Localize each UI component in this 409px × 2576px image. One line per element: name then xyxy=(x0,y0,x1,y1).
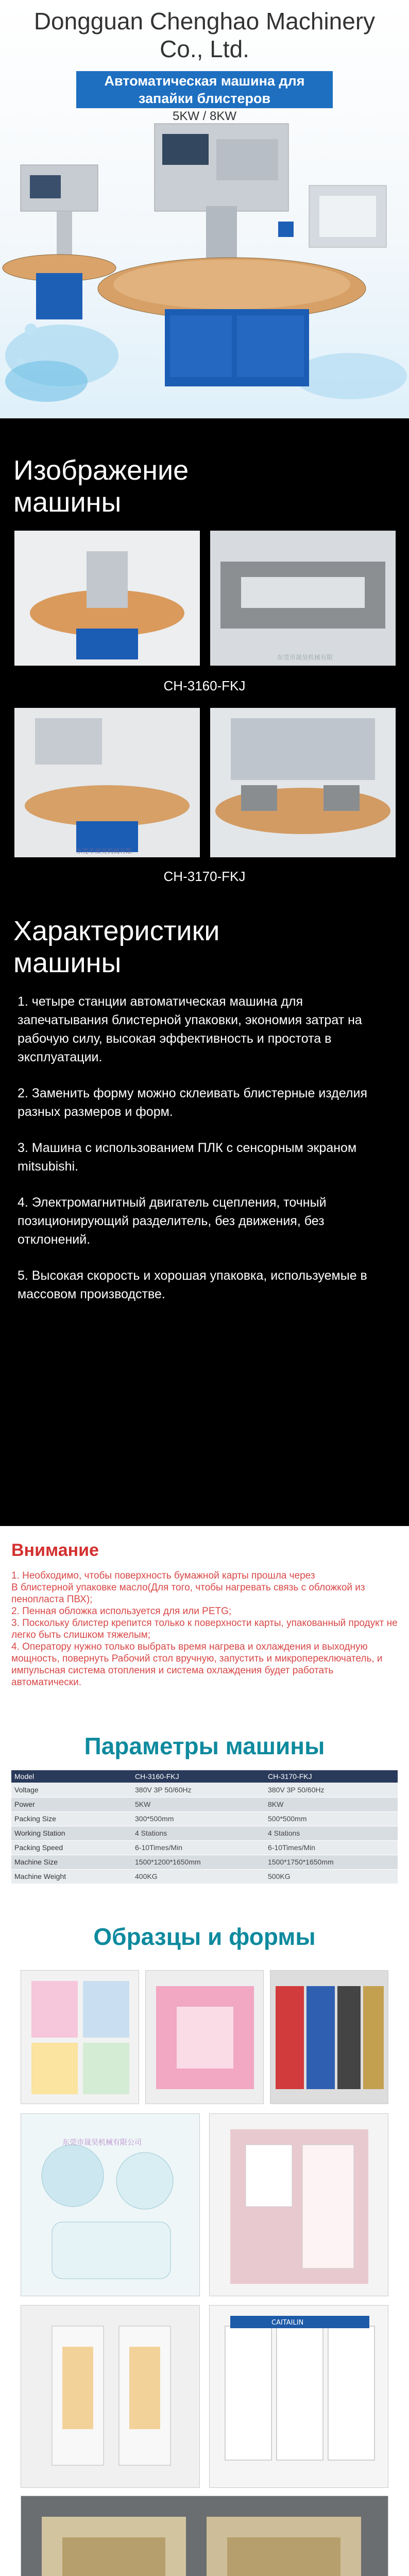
spec-label: Packing Speed xyxy=(11,1840,132,1855)
table-row xyxy=(11,1783,398,1797)
attention-title: Внимание xyxy=(11,1540,99,1560)
machine-caption-1: CH-3160-FKJ xyxy=(163,678,246,693)
spec-cell: 1500*1750*1650mm xyxy=(265,1855,398,1869)
spec-header-cell: CH-3160-FKJ xyxy=(132,1770,265,1783)
hero-machine-illustration xyxy=(0,0,409,418)
features-section xyxy=(0,915,409,1526)
spec-cell: 380V 3P 50/60Hz xyxy=(265,1783,398,1797)
banner-line1: Автоматическая машина для xyxy=(104,73,305,89)
samples-section xyxy=(0,1902,409,2576)
spec-cell: 380V 3P 50/60Hz xyxy=(132,1783,265,1797)
watermark-text: 东莞市晟昊机械有限 xyxy=(277,654,333,661)
machine-photo-4 xyxy=(210,708,396,857)
spec-label: Working Station xyxy=(11,1826,132,1840)
table-row xyxy=(11,1840,398,1855)
sample-photo-1 xyxy=(21,1970,139,2104)
feature-item: 1. четыре станции автоматическая машина для запечатывания блистерной упаковки, экономия затрат на рабочую силу, высокая эффективность и простота в эксплуатации. xyxy=(18,994,362,1064)
power-rating: 5KW / 8KW xyxy=(172,109,237,123)
machine-photo-3 xyxy=(14,708,200,857)
features-title-line2: машины xyxy=(13,947,122,978)
sample-photo-4 xyxy=(21,2113,200,2296)
spec-cell: 400KG xyxy=(132,1869,265,1884)
attention-item: 2. Пенная обложка используется для или PETG; xyxy=(11,1606,232,1617)
spec-label: Power xyxy=(11,1797,132,1811)
table-row xyxy=(11,1826,398,1840)
machine-photo-2 xyxy=(210,531,396,666)
machine-caption-2: CH-3170-FKJ xyxy=(163,869,246,884)
spec-cell: 6-10Times/Min xyxy=(265,1840,398,1855)
machine-images-title xyxy=(0,454,409,518)
feature-item: 5. Высокая скорость и хорошая упаковка, используемые в массовом производстве. xyxy=(18,1268,367,1301)
sample-photo-3 xyxy=(270,1970,388,2104)
features-list xyxy=(0,992,409,1303)
company-name-line1: Dongguan Chenghao Machinery xyxy=(33,8,376,35)
feature-item: 3. Машина с использованием ПЛК с сенсорным экраном mitsubishi. xyxy=(18,1141,357,1174)
feature-item: 4. Электромагнитный двигатель сцепления, точный позиционирующий разделитель, без движения, без отклонений. xyxy=(18,1195,327,1247)
attention-item: 3. Поскольку блистер крепится только к поверхности карты, упакованный продукт не легко быть слишком тяжелым; xyxy=(11,1618,398,1640)
spec-cell: 8KW xyxy=(265,1797,398,1811)
spec-header-row xyxy=(11,1770,398,1783)
sample-photo-2 xyxy=(145,1970,264,2104)
machine-photo-1 xyxy=(14,531,200,666)
table-row xyxy=(11,1869,398,1884)
attention-section xyxy=(0,1526,409,1732)
table-row xyxy=(11,1855,398,1869)
spec-label: Voltage xyxy=(11,1783,132,1797)
spec-label: Machine Size xyxy=(11,1855,132,1869)
attention-item-cont: В блистерной упаковке масло(Для того, чтобы нагревать связь с обложкой из пенопласта ПВХ); xyxy=(11,1582,365,1605)
spec-header-cell: CH-3170-FKJ xyxy=(265,1770,398,1783)
spec-cell: 4 Stations xyxy=(265,1826,398,1840)
spec-table xyxy=(11,1770,398,1884)
sample-photo-6 xyxy=(21,2305,200,2488)
table-row xyxy=(11,1811,398,1826)
sample-photo-7 xyxy=(209,2305,388,2488)
sample-photo-8 xyxy=(21,2496,388,2576)
spec-header-cell: Model xyxy=(11,1770,132,1783)
features-title-line1: Характеристики xyxy=(13,916,220,946)
spec-cell: 5KW xyxy=(132,1797,265,1811)
machine-images-title-line1: Изображение xyxy=(13,455,189,486)
spec-label: Machine Weight xyxy=(11,1869,132,1884)
feature-item: 2. Заменить форму можно склеивать блистерные изделия разных размеров и форм. xyxy=(18,1086,367,1119)
samples-title: Образцы и формы xyxy=(93,1923,316,1950)
company-name-line2: Co., Ltd. xyxy=(160,36,249,62)
sample-photo-5 xyxy=(209,2113,388,2296)
table-row xyxy=(11,1797,398,1811)
watermark-text-4: 东莞市晟昊机械有限公司 xyxy=(62,2139,142,2147)
spec-cell: 1500*1200*1650mm xyxy=(132,1855,265,1869)
spec-cell: 500*500mm xyxy=(265,1811,398,1826)
params-title: Параметры машины xyxy=(84,1733,325,1759)
spec-cell: 4 Stations xyxy=(132,1826,265,1840)
attention-item: 1. Необходимо, чтобы поверхность бумажной карты прошла через xyxy=(11,1570,315,1581)
spec-cell: 300*500mm xyxy=(132,1811,265,1826)
watermark-text-3: 东莞市晟昊机械有限 xyxy=(76,848,132,855)
banner-line2: запайки блистеров xyxy=(138,91,271,106)
spec-cell: 500KG xyxy=(265,1869,398,1884)
params-section xyxy=(0,1732,409,1902)
spec-cell: 6-10Times/Min xyxy=(132,1840,265,1855)
product-tag: CAITAILIN xyxy=(271,2319,304,2327)
attention-item: 4. Оператору нужно только выбрать время нагрева и охлаждения и выходную мощность, повернуть Рабочий стол вручную, запустить и микропереключатель, и импульсная система отопления и система охлаждения будет работать автоматически. xyxy=(11,1641,383,1688)
machine-images-title-line2: машины xyxy=(13,487,122,518)
features-title xyxy=(0,915,409,979)
spec-label: Packing Size xyxy=(11,1811,132,1826)
hero-section xyxy=(0,0,409,418)
